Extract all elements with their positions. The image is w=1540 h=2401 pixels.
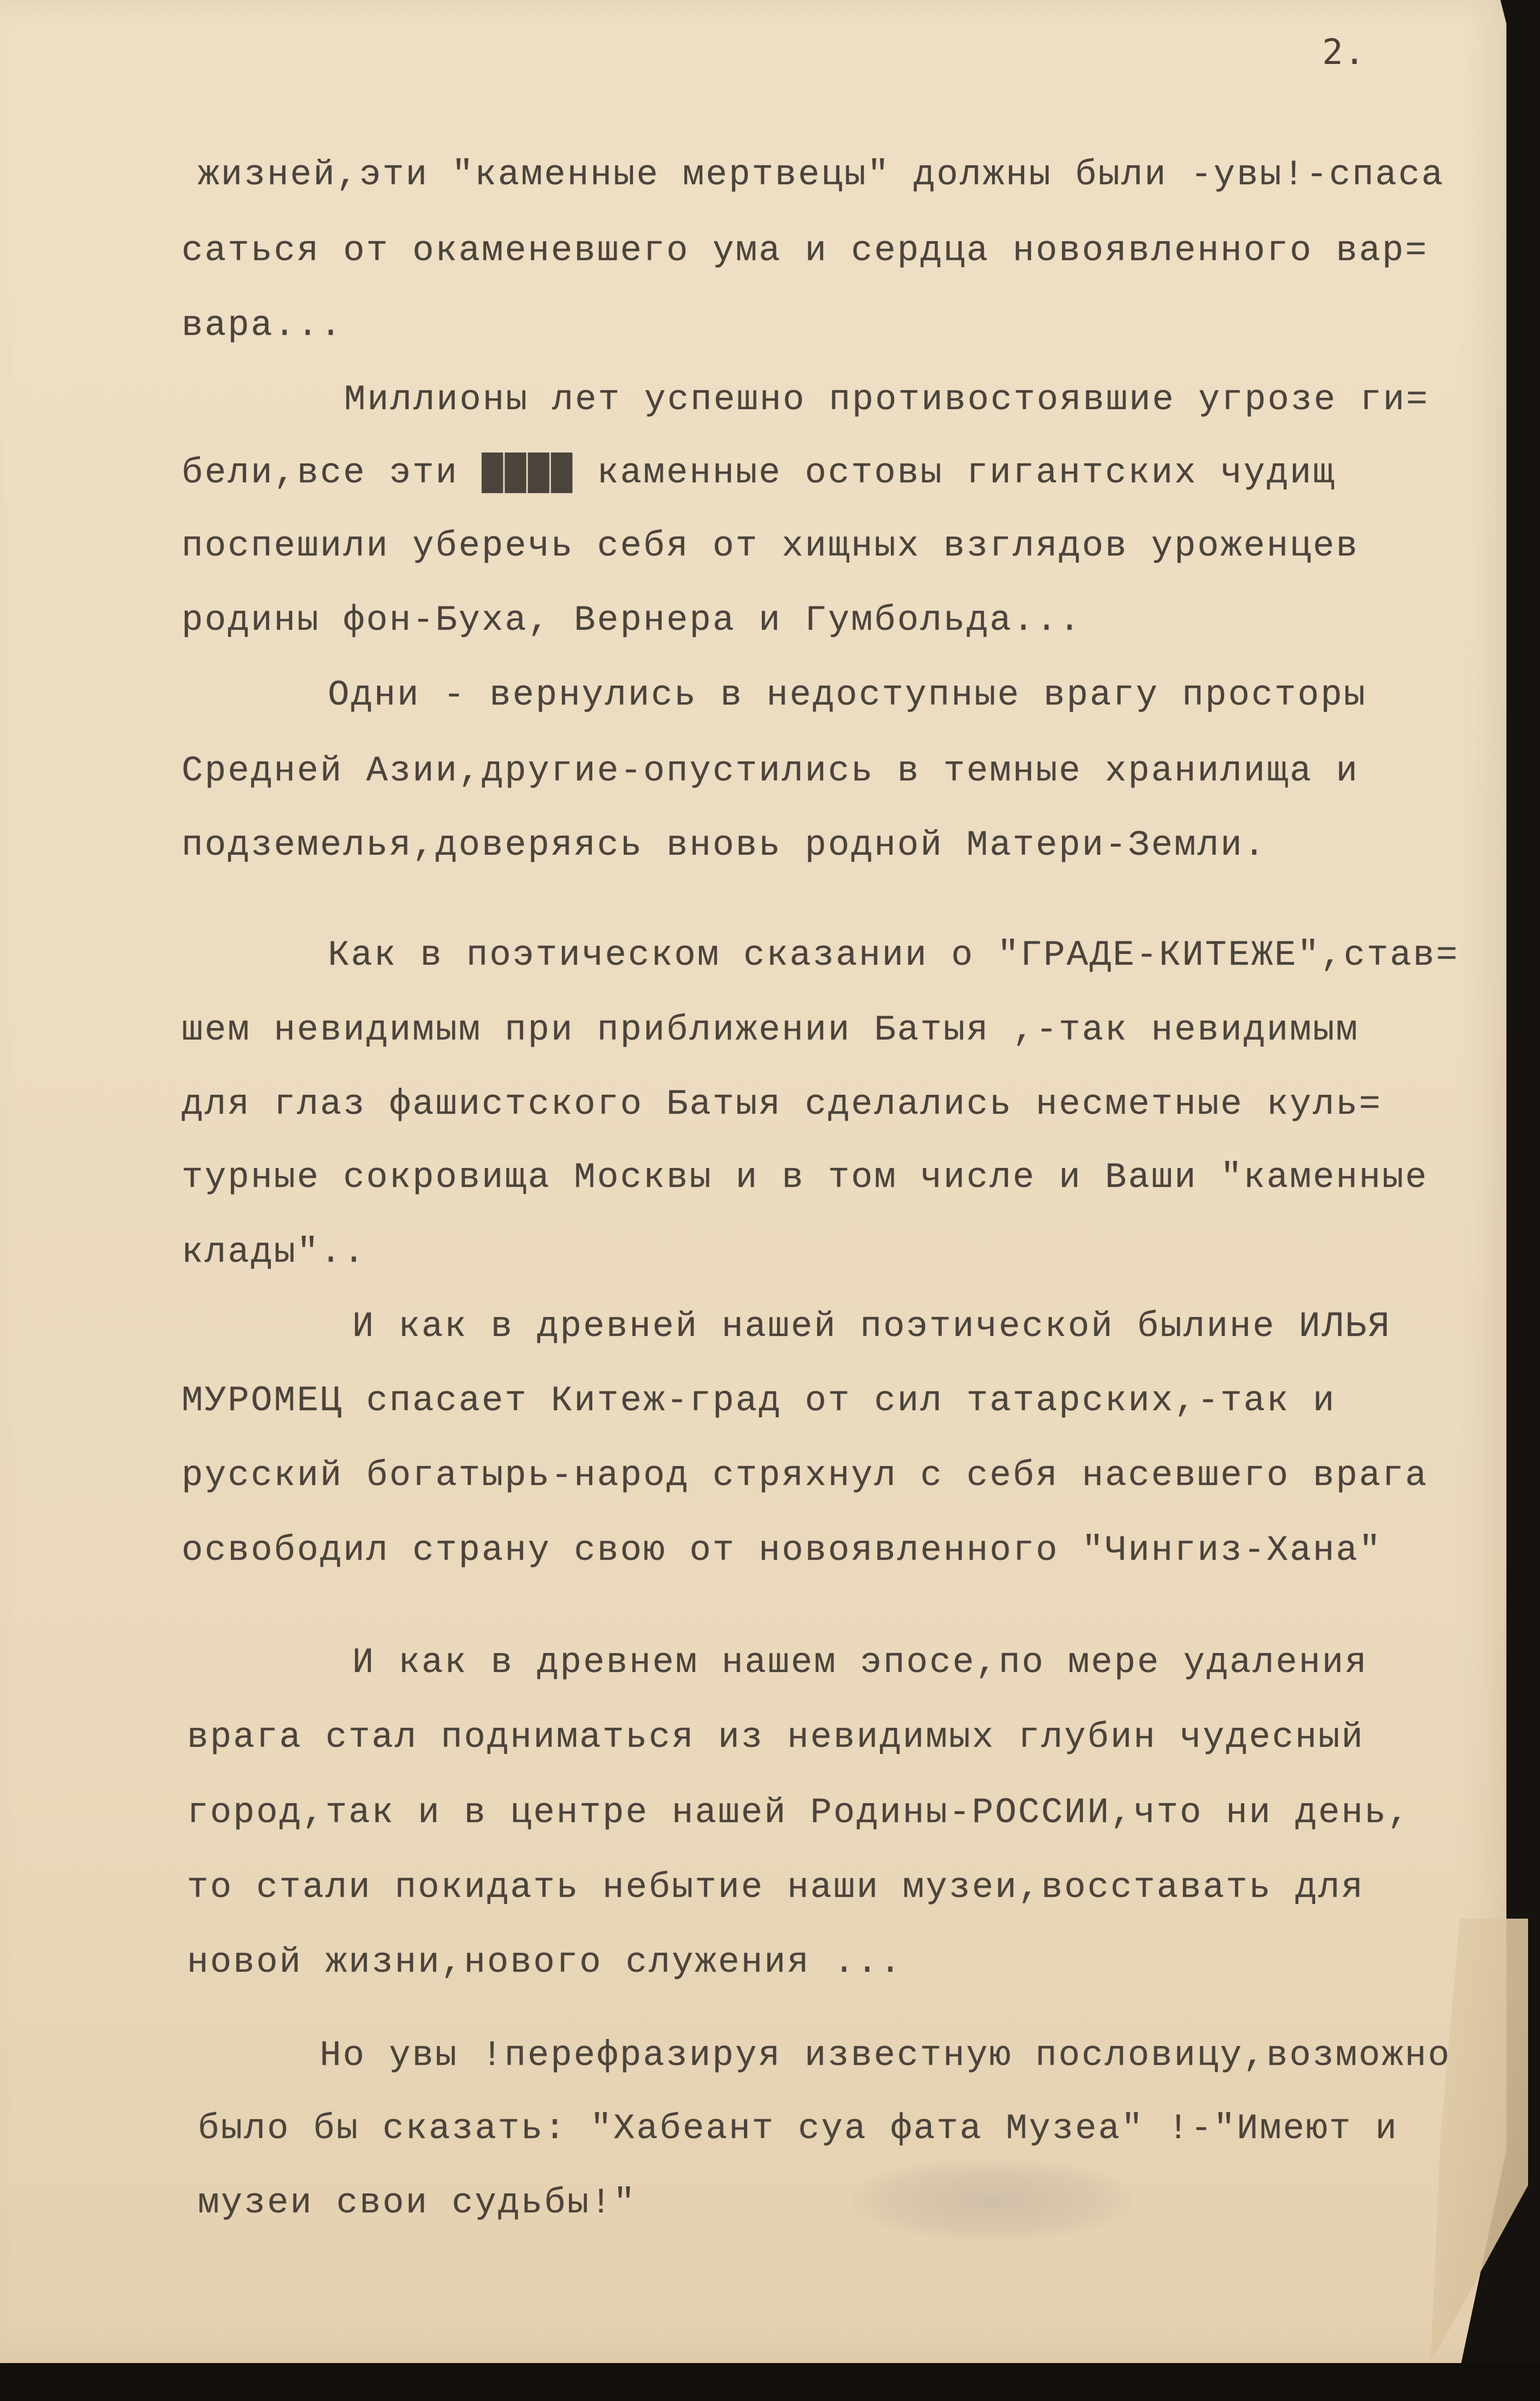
text-line: музеи свои судьбы!" <box>198 2183 637 2223</box>
text-line: жизней,эти "каменные мертвецы" должны были -увы!-спаса <box>198 154 1445 195</box>
text-line: город,так и в центре нашей Родины-РОССИИ,что ни день, <box>187 1792 1411 1833</box>
text-line: родины фон-Буха, Вернера и Гумбольда... <box>182 600 1082 641</box>
scan-background-strip <box>0 2363 1540 2401</box>
text-line: Как в поэтическом сказании о "ГРАДЕ-КИТЕЖЕ",став= <box>328 935 1459 976</box>
text-line: турные сокровища Москвы и в том числе и Ваши "каменные <box>182 1157 1428 1198</box>
text-line: саться от окаменевшего ума и сердца новоявленного вар= <box>182 230 1428 271</box>
text-line: для глаз фашистского Батыя сделались несметные куль= <box>182 1084 1382 1125</box>
text-line: русский богатырь-народ стряхнул с себя насевшего врага <box>182 1455 1428 1496</box>
faded-stamp <box>851 2160 1133 2241</box>
text-line: то стали покидать небытие наши музеи,восставать для <box>187 1867 1364 1908</box>
text-line: И как в древнем нашем эпосе,по мере удаления <box>352 1642 1368 1683</box>
text-line: освободил страну свою от новоявленного "Чингиз-Хана" <box>182 1530 1382 1571</box>
text-line: клады".. <box>182 1232 366 1273</box>
page-number: 2. <box>1322 33 1367 73</box>
text-line: поспешили уберечь себя от хищных взглядов уроженцев <box>182 526 1359 566</box>
text-line: шем невидимым при приближении Батыя ,-так невидимым <box>182 1010 1359 1050</box>
text-line: МУРОМЕЦ спасает Китеж-град от сил татарских,-так и <box>182 1380 1336 1421</box>
text-line: Но увы !перефразируя известную пословицу,возможно <box>320 2035 1451 2076</box>
text-line: бели,все эти ████ каменные остовы гигантских чудищ <box>182 453 1336 493</box>
text-line: Средней Азии,другие-опустились в темные хранилища и <box>182 751 1359 791</box>
text-line: вара... <box>182 305 344 346</box>
text-line: И как в древней нашей поэтической былине ИЛЬЯ <box>352 1306 1392 1347</box>
text-line: подземелья,доверяясь вновь родной Матери-Земли. <box>182 825 1267 866</box>
text-line: Миллионы лет успешно противостоявшие угрозе ги= <box>344 379 1429 420</box>
text-line: было бы сказать: "Хабеант суа фата Музеа" !-"Имеют и <box>198 2108 1399 2149</box>
text-line: Одни - вернулись в недоступные врагу просторы <box>328 675 1367 715</box>
text-line: новой жизни,нового служения ... <box>187 1942 903 1983</box>
text-line: врага стал подниматься из невидимых глубин чудесный <box>187 1717 1364 1758</box>
